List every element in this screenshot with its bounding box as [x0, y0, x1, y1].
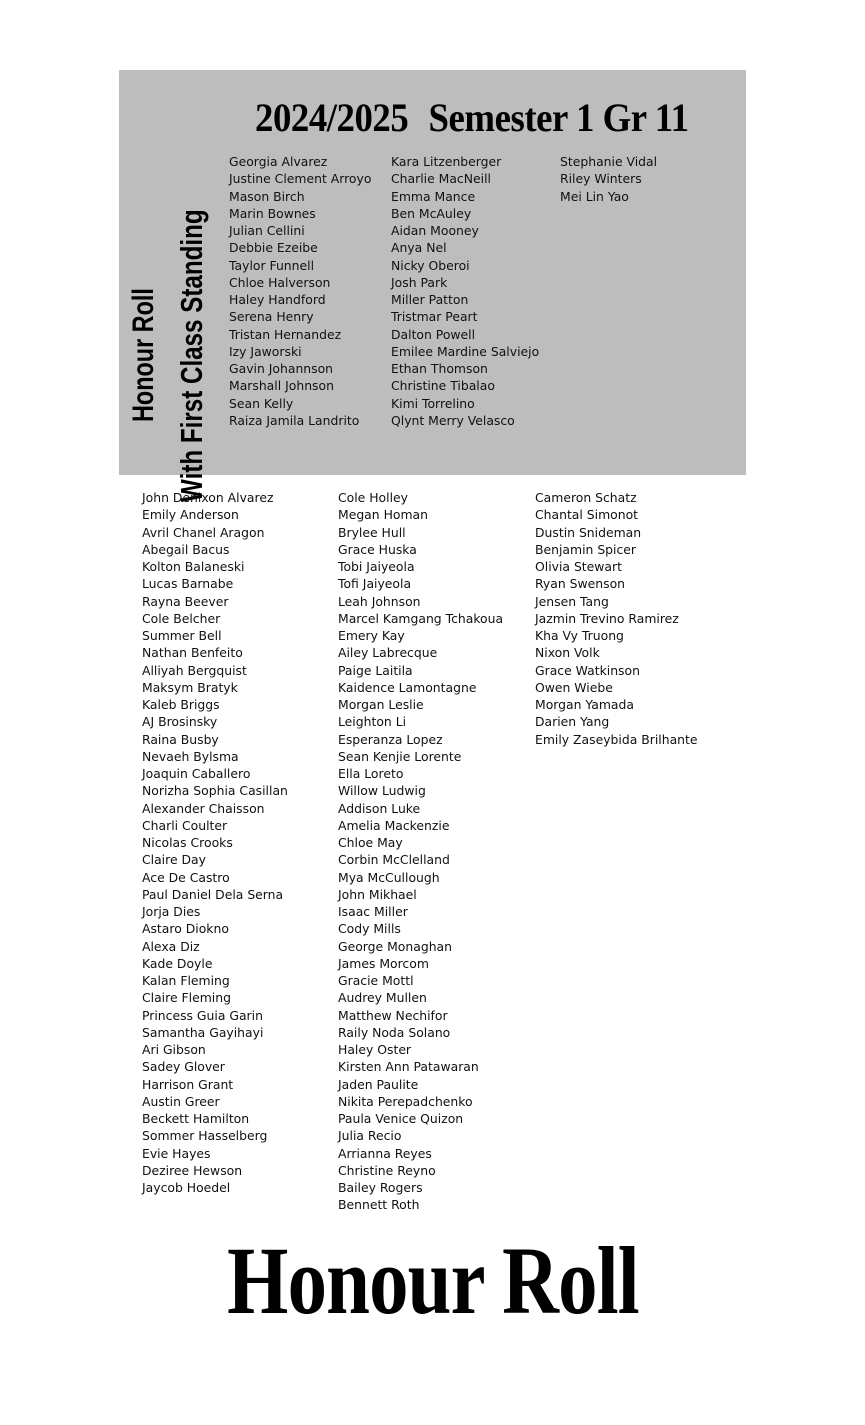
student-name: Beckett Hamilton — [142, 1111, 250, 1126]
student-name: Isaac Miller — [338, 904, 408, 919]
student-name: Grace Huska — [338, 541, 417, 557]
student-name: Julia Recio — [338, 1128, 402, 1144]
student-name: Marshall Johnson — [229, 378, 334, 394]
student-name: Gracie Mottl — [338, 973, 414, 988]
student-name: Raiza Jamila Landrito — [229, 412, 360, 428]
first-class-column-3 — [560, 153, 657, 205]
student-name: Stephanie Vidal — [560, 154, 658, 169]
student-name: Leah Johnson — [338, 593, 421, 609]
student-name: Georgia Alvarez — [229, 154, 328, 169]
student-name: Ace De Castro — [142, 869, 230, 885]
student-name: Justine Clement Arroyo — [229, 171, 372, 187]
student-name: John Denixon Alvarez — [142, 490, 274, 505]
student-name: Jaycob Hoedel — [142, 1180, 231, 1195]
student-name: Miller Patton — [391, 292, 469, 307]
student-name: Alliyah Bergquist — [142, 662, 247, 678]
student-name: Christine Reyno — [338, 1162, 436, 1178]
student-name: Sean Kelly — [229, 395, 294, 411]
student-name: Nathan Benfeito — [142, 645, 243, 661]
student-name: Astaro Diokno — [142, 921, 229, 937]
student-name: Tofi Jaiyeola — [338, 576, 412, 592]
student-name: Ari Gibson — [142, 1042, 206, 1057]
student-name: Qlynt Merry Velasco — [391, 412, 515, 428]
student-name: Matthew Nechifor — [338, 1007, 448, 1023]
panel-heading — [255, 96, 697, 140]
student-name: Nicky Oberoi — [391, 257, 470, 273]
student-name: Ben McAuley — [391, 205, 472, 221]
student-name: Kalan Fleming — [142, 973, 230, 988]
student-name: Brylee Hull — [338, 524, 406, 540]
student-name: Ethan Thomson — [391, 361, 488, 376]
student-name: Riley Winters — [560, 171, 642, 187]
student-name: Bennett Roth — [338, 1197, 420, 1213]
student-name: Serena Henry — [229, 309, 314, 325]
student-name: AJ Brosinsky — [142, 714, 218, 730]
student-name: Cole Holley — [338, 490, 408, 505]
student-name: Haley Oster — [338, 1042, 412, 1057]
student-name: Emilee Mardine Salviejo — [391, 343, 540, 359]
student-name: Chloe Halverson — [229, 274, 331, 290]
student-name: Ailey Labrecque — [338, 645, 438, 661]
student-name: Morgan Leslie — [338, 697, 424, 712]
student-name: Haley Handford — [229, 292, 326, 307]
student-name: Corbin McClelland — [338, 852, 450, 868]
student-name: Cole Belcher — [142, 610, 221, 626]
student-name: Marin Bownes — [229, 205, 316, 221]
student-name: Gavin Johannson — [229, 361, 334, 376]
student-name: Claire Day — [142, 852, 206, 868]
first-class-column-1 — [229, 153, 371, 429]
student-name: Josh Park — [391, 274, 448, 290]
student-name: Kaleb Briggs — [142, 697, 220, 712]
student-name: Jensen Tang — [535, 593, 609, 609]
student-name: Nevaeh Bylsma — [142, 748, 239, 764]
student-name: Claire Fleming — [142, 990, 231, 1006]
student-name: Evie Hayes — [142, 1145, 211, 1161]
student-name: Austin Greer — [142, 1093, 220, 1109]
student-name: Christine Tibalao — [391, 378, 495, 394]
student-name: Addison Luke — [338, 800, 421, 816]
student-name: Tristmar Peart — [391, 309, 478, 325]
honour-roll-column-1 — [142, 489, 288, 1196]
student-name: Raily Noda Solano — [338, 1024, 451, 1040]
student-name: Rayna Beever — [142, 593, 229, 609]
student-name: James Morcom — [338, 955, 429, 971]
student-name: Deziree Hewson — [142, 1162, 243, 1178]
student-name: Tobi Jaiyeola — [338, 559, 415, 574]
student-name: Mason Birch — [229, 188, 305, 204]
student-name: Raina Busby — [142, 731, 219, 747]
student-name: Jorja Dies — [142, 904, 201, 919]
student-name: Paul Daniel Dela Serna — [142, 886, 284, 902]
student-name: Charli Coulter — [142, 817, 228, 833]
student-name: Arrianna Reyes — [338, 1145, 432, 1161]
student-name: Jaden Paulite — [338, 1076, 419, 1092]
footer-title — [0, 1226, 865, 1336]
student-name: Megan Homan — [338, 507, 428, 523]
heading-year: 2024/2025 — [255, 95, 409, 140]
student-name: Dalton Powell — [391, 326, 476, 342]
student-name: Olivia Stewart — [535, 559, 622, 574]
student-name: Kaidence Lamontagne — [338, 679, 477, 695]
student-name: Emily Anderson — [142, 507, 239, 523]
student-name: Norizha Sophia Casillan — [142, 783, 288, 799]
student-name: Chloe May — [338, 835, 403, 850]
student-name: Owen Wiebe — [535, 679, 613, 695]
vertical-title-first-class-standing: With First Class Standing — [174, 209, 209, 503]
student-name: Kirsten Ann Patawaran — [338, 1059, 479, 1075]
student-name: George Monaghan — [338, 938, 452, 954]
student-name: Charlie MacNeill — [391, 171, 491, 187]
student-name: Dustin Snideman — [535, 524, 642, 540]
student-name: Harrison Grant — [142, 1076, 234, 1092]
student-name: Willow Ludwig — [338, 783, 426, 799]
student-name: Mei Lin Yao — [560, 188, 629, 204]
student-name: Samantha Gayihayi — [142, 1024, 264, 1040]
student-name: Ella Loreto — [338, 766, 404, 781]
student-name: Anya Nel — [391, 240, 447, 256]
footer-title-text: Honour Roll — [226, 1227, 639, 1334]
student-name: Lucas Barnabe — [142, 576, 234, 592]
student-name: Maksym Bratyk — [142, 679, 238, 695]
student-name: Sommer Hasselberg — [142, 1128, 268, 1144]
student-name: Alexa Diz — [142, 938, 200, 954]
student-name: Emma Mance — [391, 188, 476, 204]
student-name: Kara Litzenberger — [391, 154, 502, 169]
heading-term: Semester 1 Gr 11 — [428, 95, 689, 140]
student-name: Alexander Chaisson — [142, 800, 265, 816]
student-name: Abegail Bacus — [142, 541, 230, 557]
student-name: Nicolas Crooks — [142, 835, 233, 850]
student-name: Debbie Ezeibe — [229, 240, 318, 256]
student-name: Cody Mills — [338, 921, 401, 937]
student-name: Kade Doyle — [142, 955, 213, 971]
student-name: Bailey Rogers — [338, 1180, 423, 1195]
student-name: Kimi Torrelino — [391, 395, 475, 411]
first-class-column-2 — [391, 153, 539, 429]
student-name: Grace Watkinson — [535, 662, 640, 678]
student-name: Emily Zaseybida Brilhante — [535, 731, 698, 747]
student-name: Audrey Mullen — [338, 990, 427, 1006]
student-name: Nixon Volk — [535, 645, 600, 661]
student-name: Sean Kenjie Lorente — [338, 748, 462, 764]
student-name: Chantal Simonot — [535, 507, 639, 523]
student-name: Benjamin Spicer — [535, 541, 637, 557]
student-name: Esperanza Lopez — [338, 731, 443, 747]
student-name: Kolton Balaneski — [142, 559, 245, 574]
student-name: Darien Yang — [535, 714, 610, 730]
student-name: Leighton Li — [338, 714, 407, 730]
student-name: Taylor Funnell — [229, 257, 315, 273]
student-name: Julian Cellini — [229, 223, 305, 238]
student-name: Amelia Mackenzie — [338, 817, 450, 833]
student-name: John Mikhael — [338, 886, 417, 902]
student-name: Jazmin Trevino Ramirez — [535, 610, 679, 626]
student-name: Paige Laitila — [338, 662, 413, 678]
student-name: Summer Bell — [142, 628, 222, 643]
student-name: Mya McCullough — [338, 869, 440, 885]
honour-roll-column-3 — [535, 489, 698, 748]
student-name: Morgan Yamada — [535, 697, 634, 712]
student-name: Princess Guia Garin — [142, 1007, 263, 1023]
student-name: Nikita Perepadchenko — [338, 1093, 473, 1109]
student-name: Joaquin Caballero — [142, 766, 251, 781]
student-name: Cameron Schatz — [535, 490, 637, 505]
vertical-title-honour-roll: Honour Roll — [127, 288, 160, 422]
student-name: Tristan Hernandez — [229, 326, 342, 342]
student-name: Izy Jaworski — [229, 343, 302, 359]
student-name: Aidan Mooney — [391, 223, 479, 238]
student-name: Sadey Glover — [142, 1059, 225, 1075]
honour-roll-column-2 — [338, 489, 503, 1214]
student-name: Avril Chanel Aragon — [142, 524, 265, 540]
student-name: Kha Vy Truong — [535, 628, 624, 643]
student-name: Marcel Kamgang Tchakoua — [338, 610, 504, 626]
student-name: Paula Venice Quizon — [338, 1111, 464, 1126]
student-name: Emery Kay — [338, 628, 405, 643]
student-name: Ryan Swenson — [535, 576, 626, 592]
